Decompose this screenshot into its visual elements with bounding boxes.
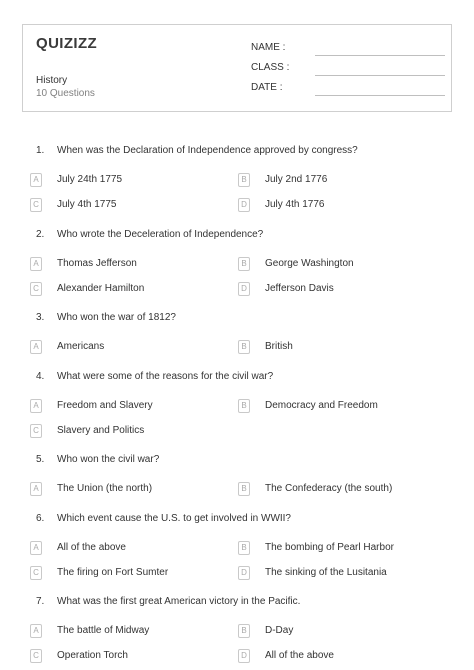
option-text: The Union (the north) [57,483,153,494]
option-text: July 4th 1775 [57,199,117,210]
option-letter-box[interactable]: D [238,282,250,296]
question-number: 5. [36,454,45,465]
option-text: All of the above [265,650,334,661]
option-letter-box[interactable]: B [238,399,250,413]
class-field[interactable] [251,62,441,76]
option-text: George Washington [265,258,354,269]
question-number: 7. [36,596,45,607]
quizizz-logo: QUIZIZZ [36,35,98,52]
option-letter-box[interactable]: A [30,173,42,187]
option-letter-box[interactable]: C [30,566,42,580]
question-number: 1. [36,145,45,156]
question-number: 2. [36,229,45,240]
option-text: Freedom and Slavery [57,400,153,411]
option-letter-box[interactable]: A [30,541,42,555]
question-text: Who won the civil war? [57,454,160,465]
question-number: 3. [36,312,45,323]
option-text: July 2nd 1776 [265,174,328,185]
class-line[interactable] [315,75,445,76]
question-count: 10 Questions [36,88,95,99]
option-letter-box[interactable]: A [30,482,42,496]
option-letter-box[interactable]: B [238,482,250,496]
option-letter-box[interactable]: D [238,198,250,212]
option-letter-box[interactable]: C [30,649,42,663]
name-label: NAME : [251,42,286,53]
date-label: DATE : [251,82,283,93]
option-letter-box[interactable]: B [238,340,250,354]
option-letter-box[interactable]: D [238,649,250,663]
option-text: The firing on Fort Sumter [57,567,169,578]
option-text: Operation Torch [57,650,128,661]
question-text: Who won the war of 1812? [57,312,176,323]
class-label: CLASS : [251,62,290,73]
date-line[interactable] [315,95,445,96]
option-letter-box[interactable]: C [30,282,42,296]
option-text: Jefferson Davis [265,283,334,294]
worksheet-header [22,24,452,112]
question-text: Who wrote the Deceleration of Independence? [57,229,264,240]
option-text: July 24th 1775 [57,174,123,185]
option-letter-box[interactable]: B [238,541,250,555]
option-letter-box[interactable]: B [238,173,250,187]
option-letter-box[interactable]: B [238,624,250,638]
question-number: 4. [36,371,45,382]
name-line[interactable] [315,55,445,56]
question-number: 6. [36,513,45,524]
option-text: Alexander Hamilton [57,283,145,294]
option-text: The battle of Midway [57,625,150,636]
option-letter-box[interactable]: A [30,399,42,413]
option-text: British [265,341,293,352]
option-text: Democracy and Freedom [265,400,378,411]
option-text: The sinking of the Lusitania [265,567,387,578]
option-text: Slavery and Politics [57,425,145,436]
option-letter-box[interactable]: A [30,340,42,354]
option-text: The bombing of Pearl Harbor [265,542,394,553]
option-letter-box[interactable]: C [30,198,42,212]
option-letter-box[interactable]: B [238,257,250,271]
option-letter-box[interactable]: A [30,257,42,271]
option-text: D-Day [265,625,294,636]
option-text: All of the above [57,542,126,553]
question-text: When was the Declaration of Independence approved by congress? [57,145,358,156]
question-text: What were some of the reasons for the civil war? [57,371,274,382]
name-field[interactable] [251,42,441,56]
option-text: Thomas Jefferson [57,258,137,269]
option-text: July 4th 1776 [265,199,325,210]
option-letter-box[interactable]: C [30,424,42,438]
date-field[interactable] [251,82,441,96]
question-text: Which event cause the U.S. to get involved in WWII? [57,513,291,524]
question-text: What was the first great American victory in the Pacific. [57,596,301,607]
subject-title: History [36,75,68,86]
option-text: The Confederacy (the south) [265,483,393,494]
option-letter-box[interactable]: D [238,566,250,580]
option-text: Americans [57,341,105,352]
option-letter-box[interactable]: A [30,624,42,638]
